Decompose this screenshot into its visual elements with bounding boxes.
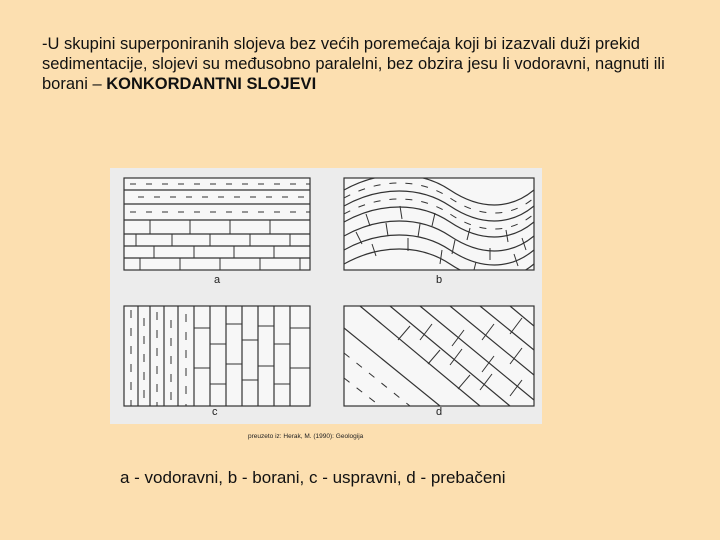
panel-b-folded-strata [344, 175, 534, 279]
intro-paragraph [42, 34, 692, 94]
panel-label-b: b [436, 274, 443, 286]
panel-a-horizontal-strata [124, 178, 310, 270]
figure-source: preuzeto iz: Herak, M. (1990): Geologija [248, 433, 364, 440]
intro-text: -U skupini superponiranih slojeva bez većih poremećaja koji bi izazvali duži prekid sedimentacije, slojevi su međusobno paralelni, bez obzira jesu li vodoravni, nagnuti ili borani – [42, 35, 665, 93]
panel-label-c: c [212, 406, 218, 418]
panel-d-overturned-strata [344, 306, 534, 406]
panel-label-a: a [214, 274, 221, 286]
strata-figure [110, 168, 542, 424]
panel-label-d: d [436, 406, 443, 418]
panel-c-vertical-strata [124, 306, 310, 406]
figure-caption: a - vodoravni, b - borani, c - uspravni, d - prebačeni [120, 468, 506, 487]
intro-highlight: KONKORDANTNI SLOJEVI [106, 75, 317, 93]
